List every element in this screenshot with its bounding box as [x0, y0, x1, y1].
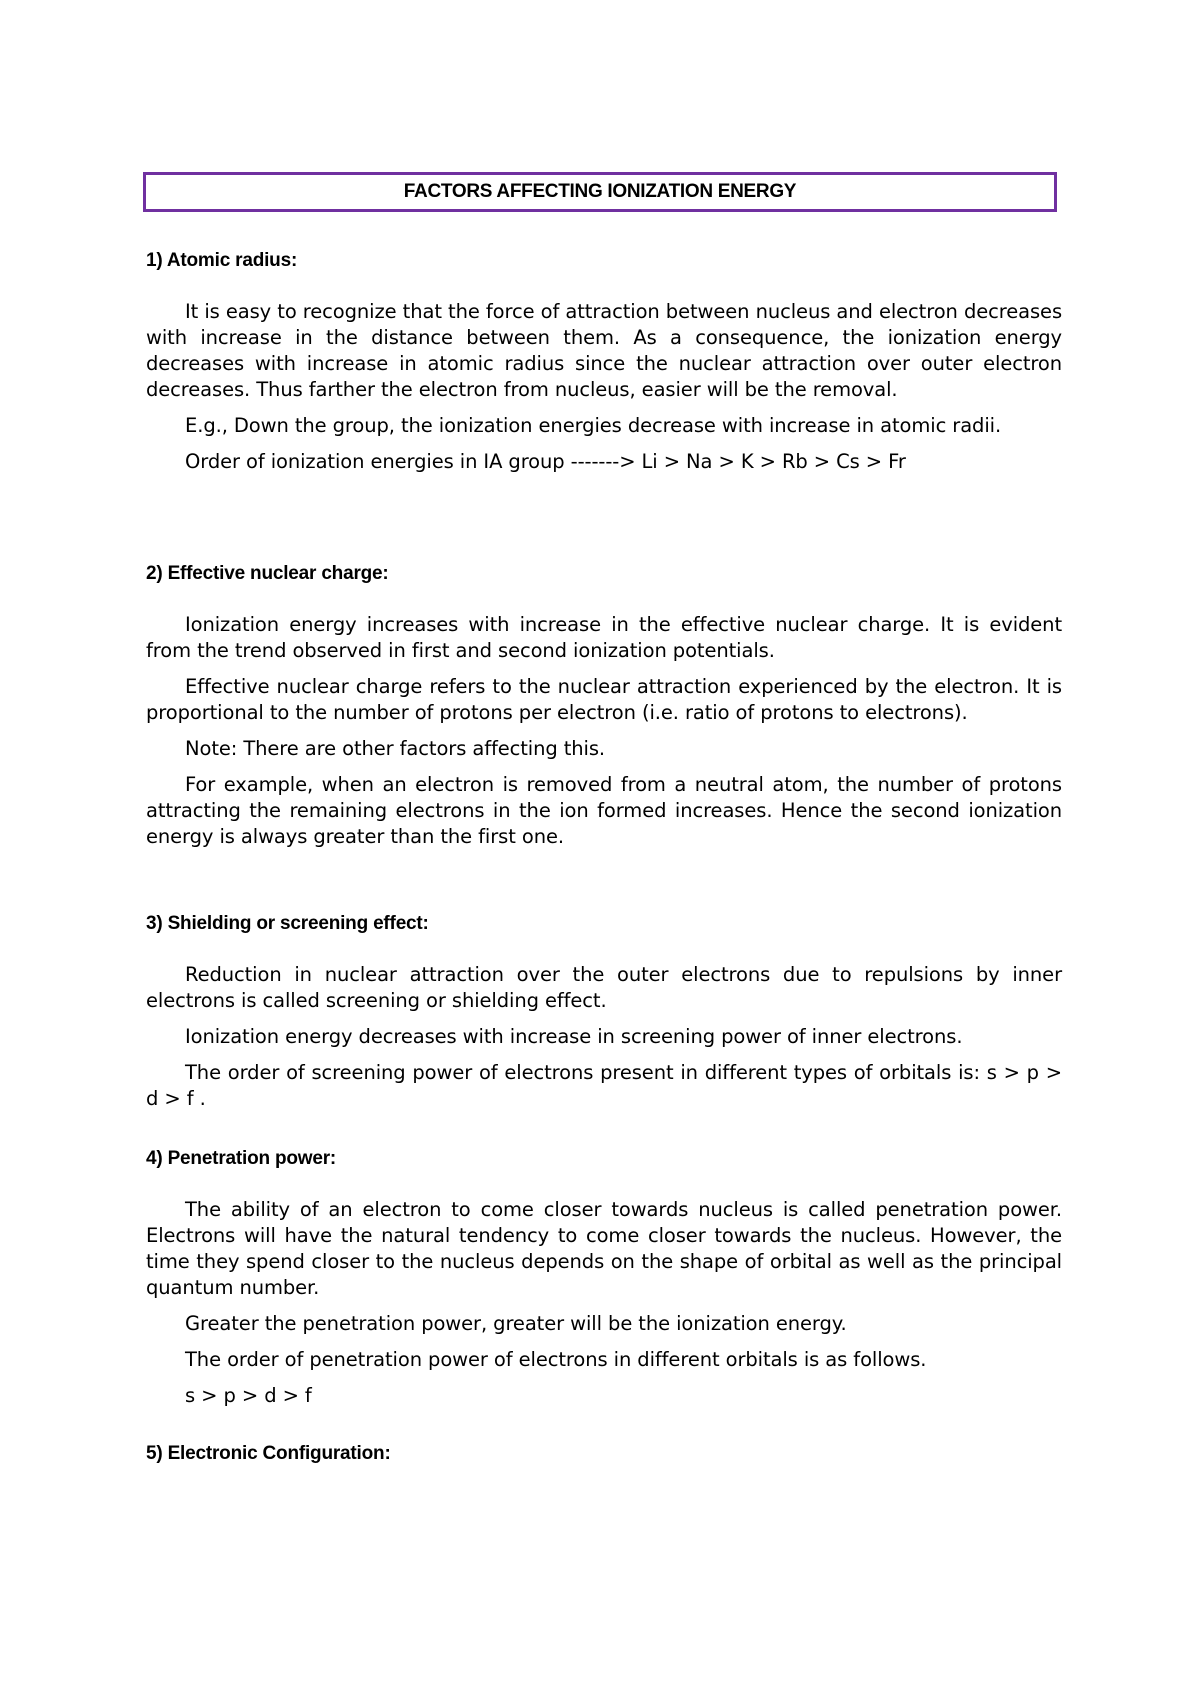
- paragraph: For example, when an electron is removed from a neutral atom, the number of protons attracting the remaining electrons in the ion formed increases. Hence the second ionization energy is always greater than the first one.: [146, 773, 1062, 848]
- section-heading: 4) Penetration power:: [146, 1148, 337, 1169]
- paragraph: It is easy to recognize that the force of attraction between nucleus and electron decreases with increase in the distance between them. As a consequence, the ionization energy decreases with increase in atomic radius since the nuclear attraction over outer electron decreases. Thus farther the electron from nucleus, easier will be the removal.: [146, 300, 1062, 401]
- section-electronic-configuration: [146, 1443, 1062, 1465]
- section-shielding-effect: [146, 913, 1062, 1112]
- paragraph: E.g., Down the group, the ionization energies decrease with increase in atomic radii.: [185, 414, 1002, 437]
- paragraph: Ionization energy increases with increase in the effective nuclear charge. It is evident from the trend observed in first and second ionization potentials.: [146, 613, 1062, 662]
- section-heading: 3) Shielding or screening effect:: [146, 913, 429, 934]
- paragraph: The order of penetration power of electrons in different orbitals is as follows.: [185, 1348, 927, 1371]
- section-heading: 2) Effective nuclear charge:: [146, 563, 389, 584]
- paragraph: Effective nuclear charge refers to the nuclear attraction experienced by the electron. It is proportional to the number of protons per electron (i.e. ratio of protons to electrons).: [146, 675, 1062, 724]
- section-effective-nuclear-charge: [146, 563, 1062, 850]
- document-title: FACTORS AFFECTING IONIZATION ENERGY: [143, 172, 1057, 212]
- section-heading: 1) Atomic radius:: [146, 250, 298, 271]
- paragraph: Reduction in nuclear attraction over the outer electrons due to repulsions by inner electrons is called screening or shielding effect.: [146, 963, 1062, 1012]
- paragraph: The order of screening power of electrons present in different types of orbitals is: s > p > d > f .: [146, 1061, 1062, 1110]
- section-penetration-power: [146, 1148, 1062, 1409]
- section-heading: 5) Electronic Configuration:: [146, 1443, 391, 1464]
- paragraph: Note: There are other factors affecting this.: [185, 737, 606, 760]
- paragraph: Ionization energy decreases with increase in screening power of inner electrons.: [185, 1025, 963, 1048]
- paragraph: The ability of an electron to come closer towards nucleus is called penetration power. Electrons will have the natural tendency to come closer towards the nucleus. However, the time they spend closer to the nucleus depends on the shape of orbital as well as the principal quantum number.: [146, 1198, 1062, 1299]
- paragraph: s > p > d > f: [185, 1384, 312, 1407]
- paragraph: Order of ionization energies in IA group -------> Li > Na > K > Rb > Cs > Fr: [185, 450, 906, 473]
- section-atomic-radius: [146, 250, 1062, 475]
- paragraph: Greater the penetration power, greater will be the ionization energy.: [185, 1312, 847, 1335]
